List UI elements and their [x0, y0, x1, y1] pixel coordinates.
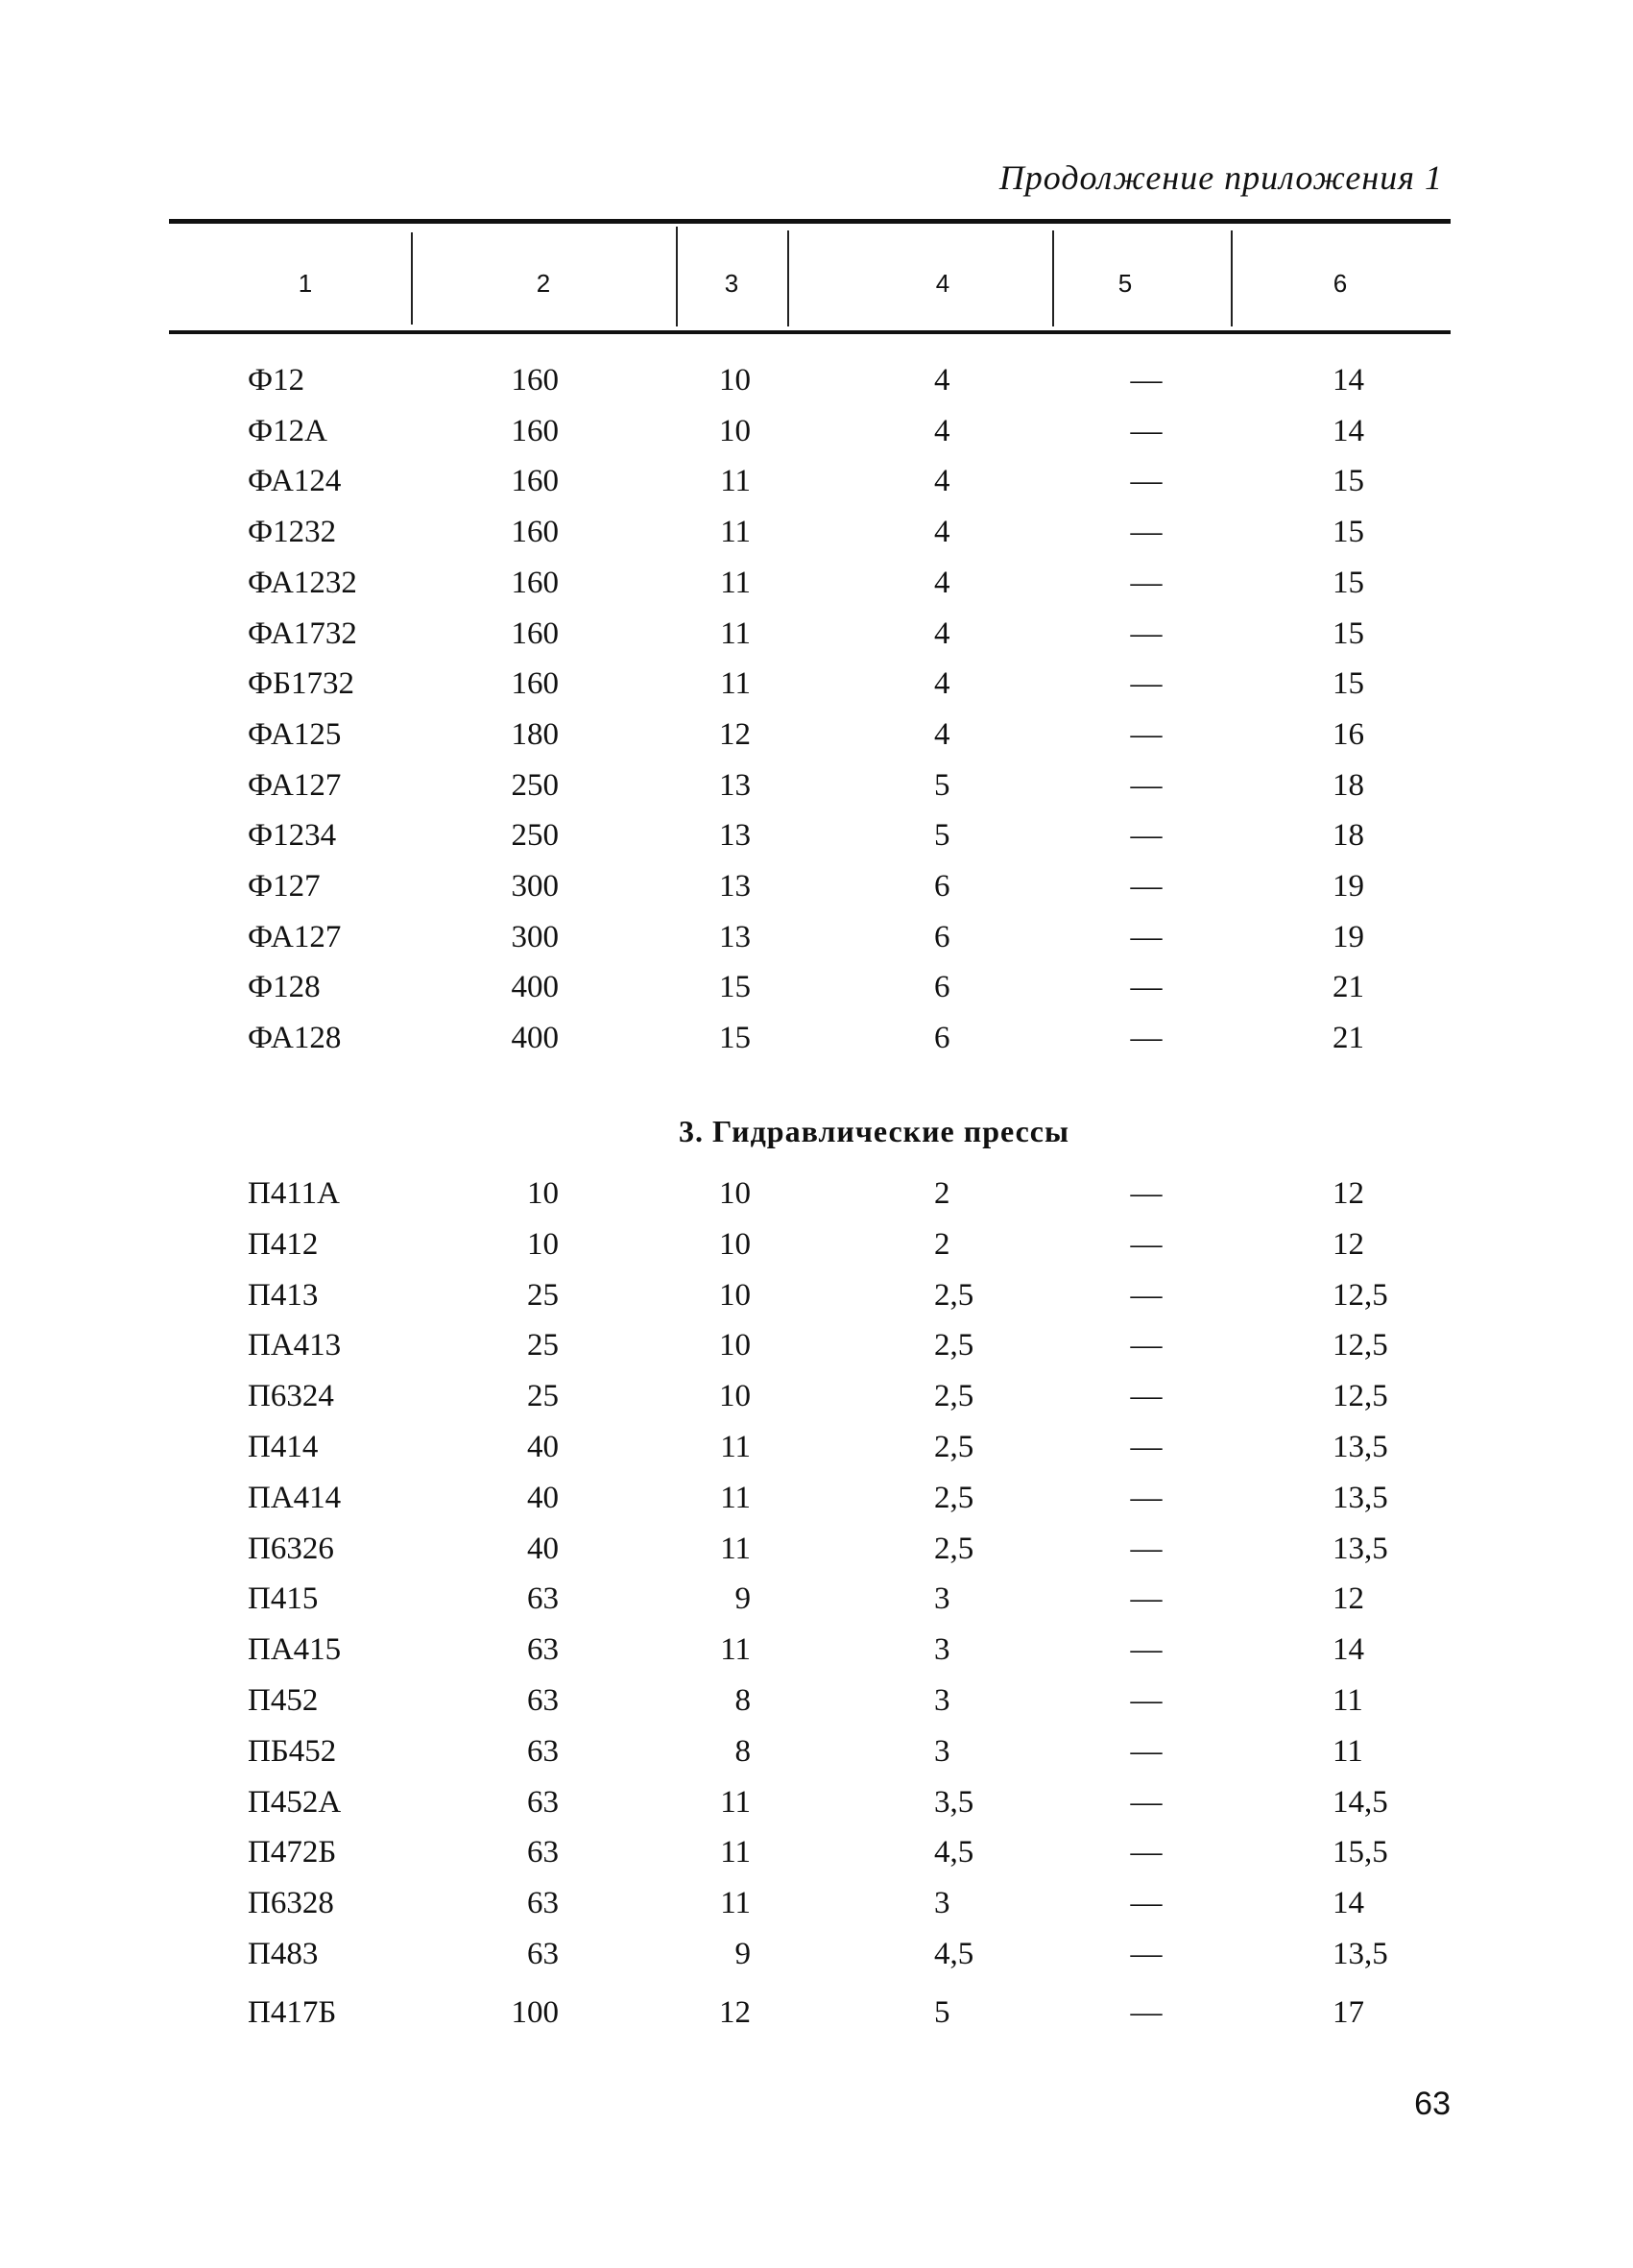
- cell-col-5: —: [1130, 1835, 1163, 1870]
- cell-col-2: 160: [511, 615, 559, 651]
- table-row: [0, 1532, 1633, 1580]
- cell-col-1: П472Б: [248, 1835, 337, 1870]
- cell-col-3: 11: [720, 565, 751, 600]
- table-row: [0, 1481, 1633, 1529]
- cell-col-4: 6: [934, 970, 950, 1005]
- table-row: [0, 1734, 1633, 1782]
- table-row: [0, 1937, 1633, 1985]
- cell-col-3: 11: [720, 1430, 751, 1464]
- cell-col-3: 13: [719, 919, 751, 954]
- cell-col-2: 25: [527, 1379, 559, 1414]
- table-row: [0, 1379, 1633, 1427]
- cell-col-3: 8: [734, 1683, 751, 1718]
- cell-col-1: П452А: [248, 1784, 342, 1820]
- cell-col-1: П417Б: [248, 1994, 337, 2030]
- cell-col-4: 2,5: [934, 1379, 974, 1414]
- cell-col-3: 12: [719, 716, 751, 752]
- cell-col-5: —: [1130, 363, 1163, 398]
- table-row: [0, 1176, 1633, 1224]
- cell-col-2: 180: [511, 716, 559, 752]
- table-header-bottom-rule: [169, 330, 1451, 334]
- cell-col-3: 11: [720, 615, 751, 651]
- cell-col-2: 63: [527, 1835, 559, 1870]
- cell-col-6: 14,5: [1333, 1784, 1388, 1820]
- cell-col-4: 4: [934, 464, 950, 499]
- page-number: 63: [1414, 2086, 1451, 2122]
- column-header-2: 2: [536, 269, 551, 298]
- cell-col-1: ФА1732: [248, 615, 357, 651]
- cell-col-1: Ф12: [248, 363, 305, 398]
- cell-col-3: 8: [734, 1733, 751, 1769]
- table-row: [0, 1886, 1633, 1934]
- cell-col-3: 13: [719, 767, 751, 803]
- cell-col-6: 15: [1333, 515, 1364, 550]
- cell-col-2: 63: [527, 1886, 559, 1921]
- table-row: [0, 1995, 1633, 2043]
- cell-col-4: 2: [934, 1226, 950, 1262]
- cell-col-3: 11: [720, 1784, 751, 1820]
- cell-col-5: —: [1130, 1886, 1163, 1921]
- cell-col-5: —: [1130, 1379, 1163, 1414]
- cell-col-5: —: [1130, 970, 1163, 1005]
- cell-col-1: Ф128: [248, 970, 321, 1005]
- cell-col-5: —: [1130, 1784, 1163, 1820]
- cell-col-6: 12,5: [1333, 1277, 1388, 1313]
- cell-col-5: —: [1130, 1994, 1163, 2030]
- cell-col-2: 25: [527, 1277, 559, 1313]
- cell-col-6: 15: [1333, 565, 1364, 600]
- cell-col-6: 15: [1333, 666, 1364, 702]
- table-row: [0, 1632, 1633, 1680]
- table-row: [0, 818, 1633, 866]
- cell-col-3: 11: [720, 515, 751, 550]
- cell-col-5: —: [1130, 1226, 1163, 1262]
- cell-col-1: ПА414: [248, 1480, 342, 1515]
- cell-col-6: 14: [1333, 1632, 1364, 1668]
- cell-col-5: —: [1130, 1430, 1163, 1464]
- cell-col-1: ПБ452: [248, 1733, 337, 1769]
- table-row: [0, 363, 1633, 411]
- cell-col-2: 300: [511, 919, 559, 954]
- cell-col-6: 11: [1333, 1683, 1363, 1718]
- cell-col-2: 25: [527, 1328, 559, 1363]
- cell-col-4: 3: [934, 1886, 950, 1921]
- cell-col-2: 250: [511, 818, 559, 854]
- cell-col-5: —: [1130, 615, 1163, 651]
- cell-col-2: 10: [527, 1176, 559, 1211]
- cell-col-2: 10: [527, 1226, 559, 1262]
- cell-col-3: 12: [719, 1994, 751, 2030]
- table-row: [0, 414, 1633, 462]
- cell-col-6: 18: [1333, 818, 1364, 854]
- cell-col-6: 13,5: [1333, 1430, 1388, 1464]
- cell-col-5: —: [1130, 1531, 1163, 1566]
- cell-col-1: П6324: [248, 1379, 334, 1414]
- cell-col-6: 19: [1333, 869, 1364, 904]
- cell-col-1: ФА1232: [248, 565, 357, 600]
- cell-col-6: 14: [1333, 1886, 1364, 1921]
- cell-col-4: 5: [934, 818, 950, 854]
- table-row: [0, 1785, 1633, 1833]
- continuation-caption: Продолжение приложения 1: [998, 158, 1443, 197]
- cell-col-2: 63: [527, 1632, 559, 1668]
- cell-col-5: —: [1130, 1683, 1163, 1718]
- cell-col-3: 15: [719, 970, 751, 1005]
- cell-col-3: 10: [719, 1328, 751, 1363]
- column-header-6: 6: [1333, 269, 1348, 298]
- cell-col-6: 18: [1333, 767, 1364, 803]
- cell-col-5: —: [1130, 1176, 1163, 1211]
- cell-col-5: —: [1130, 1277, 1163, 1313]
- cell-col-6: 11: [1333, 1733, 1363, 1769]
- cell-col-6: 14: [1333, 413, 1364, 448]
- cell-col-1: ФА127: [248, 767, 342, 803]
- cell-col-5: —: [1130, 1632, 1163, 1668]
- cell-col-1: П452: [248, 1683, 319, 1718]
- cell-col-4: 4,5: [934, 1937, 974, 1971]
- table-row: [0, 1227, 1633, 1275]
- cell-col-6: 15: [1333, 615, 1364, 651]
- cell-col-1: П412: [248, 1226, 319, 1262]
- cell-col-2: 160: [511, 363, 559, 398]
- cell-col-3: 9: [734, 1581, 751, 1617]
- cell-col-4: 5: [934, 1994, 950, 2030]
- table-row: [0, 1278, 1633, 1326]
- cell-col-4: 4: [934, 615, 950, 651]
- cell-col-6: 13,5: [1333, 1937, 1388, 1971]
- cell-col-4: 4,5: [934, 1835, 974, 1870]
- cell-col-2: 400: [511, 970, 559, 1005]
- cell-col-2: 250: [511, 767, 559, 803]
- column-header-3: 3: [724, 269, 739, 298]
- column-header-1: 1: [298, 269, 313, 298]
- cell-col-4: 3: [934, 1683, 950, 1718]
- cell-col-1: ФА125: [248, 716, 342, 752]
- cell-col-1: П6328: [248, 1886, 334, 1921]
- cell-col-6: 15,5: [1333, 1835, 1388, 1870]
- cell-col-2: 160: [511, 666, 559, 702]
- cell-col-4: 4: [934, 413, 950, 448]
- cell-col-5: —: [1130, 716, 1163, 752]
- table-row: [0, 566, 1633, 614]
- cell-col-5: —: [1130, 666, 1163, 702]
- cell-col-1: П415: [248, 1581, 319, 1617]
- table-row: [0, 768, 1633, 816]
- table-row: [0, 515, 1633, 563]
- table-row: [0, 1835, 1633, 1883]
- cell-col-2: 100: [511, 1994, 559, 2030]
- cell-col-4: 6: [934, 869, 950, 904]
- table-row: [0, 1328, 1633, 1376]
- cell-col-3: 10: [719, 413, 751, 448]
- cell-col-6: 12,5: [1333, 1379, 1388, 1414]
- cell-col-3: 13: [719, 869, 751, 904]
- header-divider: [411, 232, 413, 325]
- cell-col-2: 40: [527, 1430, 559, 1464]
- cell-col-5: —: [1130, 1937, 1163, 1971]
- cell-col-1: П414: [248, 1430, 319, 1464]
- cell-col-3: 13: [719, 818, 751, 854]
- cell-col-6: 17: [1333, 1994, 1364, 2030]
- cell-col-3: 10: [719, 1277, 751, 1313]
- cell-col-2: 40: [527, 1531, 559, 1566]
- cell-col-1: ФА128: [248, 1021, 342, 1056]
- cell-col-1: ФА127: [248, 919, 342, 954]
- cell-col-5: —: [1130, 1733, 1163, 1769]
- cell-col-3: 11: [720, 1480, 751, 1515]
- cell-col-4: 4: [934, 666, 950, 702]
- cell-col-4: 2: [934, 1176, 950, 1211]
- cell-col-5: —: [1130, 767, 1163, 803]
- cell-col-5: —: [1130, 413, 1163, 448]
- cell-col-5: —: [1130, 1021, 1163, 1056]
- cell-col-4: 4: [934, 565, 950, 600]
- header-divider: [787, 230, 789, 326]
- cell-col-3: 9: [734, 1937, 751, 1971]
- table-row: [0, 869, 1633, 917]
- cell-col-6: 21: [1333, 1021, 1364, 1056]
- cell-col-4: 3: [934, 1632, 950, 1668]
- cell-col-3: 10: [719, 363, 751, 398]
- cell-col-6: 14: [1333, 363, 1364, 398]
- cell-col-4: 4: [934, 716, 950, 752]
- cell-col-3: 15: [719, 1021, 751, 1056]
- column-header-5: 5: [1117, 269, 1133, 298]
- table-row: [0, 616, 1633, 664]
- cell-col-4: 2,5: [934, 1328, 974, 1363]
- table-row: [0, 970, 1633, 1018]
- cell-col-5: —: [1130, 1328, 1163, 1363]
- cell-col-6: 19: [1333, 919, 1364, 954]
- cell-col-1: П411А: [248, 1176, 340, 1211]
- table-top-rule: [169, 219, 1451, 224]
- cell-col-3: 11: [720, 1886, 751, 1921]
- cell-col-6: 15: [1333, 464, 1364, 499]
- cell-col-2: 63: [527, 1937, 559, 1971]
- cell-col-1: П483: [248, 1937, 319, 1971]
- header-divider: [676, 227, 678, 326]
- cell-col-5: —: [1130, 919, 1163, 954]
- cell-col-5: —: [1130, 869, 1163, 904]
- cell-col-4: 3: [934, 1581, 950, 1617]
- table-row: [0, 920, 1633, 968]
- table-row: [0, 1683, 1633, 1731]
- cell-col-6: 13,5: [1333, 1531, 1388, 1566]
- header-divider: [1052, 230, 1054, 326]
- cell-col-1: Ф12А: [248, 413, 327, 448]
- cell-col-4: 4: [934, 515, 950, 550]
- cell-col-1: ФБ1732: [248, 666, 355, 702]
- cell-col-2: 400: [511, 1021, 559, 1056]
- cell-col-2: 63: [527, 1784, 559, 1820]
- cell-col-4: 3: [934, 1733, 950, 1769]
- cell-col-2: 160: [511, 464, 559, 499]
- cell-col-1: Ф1232: [248, 515, 337, 550]
- cell-col-2: 160: [511, 515, 559, 550]
- cell-col-4: 4: [934, 363, 950, 398]
- cell-col-2: 63: [527, 1683, 559, 1718]
- cell-col-4: 5: [934, 767, 950, 803]
- cell-col-5: —: [1130, 818, 1163, 854]
- cell-col-4: 2,5: [934, 1531, 974, 1566]
- cell-col-4: 2,5: [934, 1277, 974, 1313]
- table-row: [0, 1430, 1633, 1478]
- cell-col-1: Ф1234: [248, 818, 337, 854]
- cell-col-3: 11: [720, 1531, 751, 1566]
- cell-col-5: —: [1130, 515, 1163, 550]
- cell-col-2: 160: [511, 565, 559, 600]
- cell-col-4: 2,5: [934, 1430, 974, 1464]
- cell-col-4: 6: [934, 919, 950, 954]
- table-row: [0, 1021, 1633, 1069]
- cell-col-5: —: [1130, 565, 1163, 600]
- cell-col-4: 6: [934, 1021, 950, 1056]
- cell-col-5: —: [1130, 1581, 1163, 1617]
- table-row: [0, 666, 1633, 714]
- cell-col-6: 13,5: [1333, 1480, 1388, 1515]
- cell-col-3: 10: [719, 1379, 751, 1414]
- header-divider: [1231, 230, 1233, 326]
- column-header-4: 4: [935, 269, 950, 298]
- cell-col-1: ФА124: [248, 464, 342, 499]
- cell-col-6: 12: [1333, 1581, 1364, 1617]
- cell-col-4: 3,5: [934, 1784, 974, 1820]
- cell-col-2: 300: [511, 869, 559, 904]
- cell-col-2: 63: [527, 1733, 559, 1769]
- cell-col-3: 11: [720, 1632, 751, 1668]
- cell-col-2: 63: [527, 1581, 559, 1617]
- table-row: [0, 464, 1633, 512]
- cell-col-2: 40: [527, 1480, 559, 1515]
- cell-col-6: 12: [1333, 1176, 1364, 1211]
- cell-col-3: 10: [719, 1226, 751, 1262]
- cell-col-1: ПА415: [248, 1632, 342, 1668]
- cell-col-1: ПА413: [248, 1328, 342, 1363]
- cell-col-3: 10: [719, 1176, 751, 1211]
- cell-col-6: 16: [1333, 716, 1364, 752]
- cell-col-6: 12: [1333, 1226, 1364, 1262]
- cell-col-1: Ф127: [248, 869, 321, 904]
- cell-col-1: П6326: [248, 1531, 334, 1566]
- cell-col-5: —: [1130, 464, 1163, 499]
- cell-col-3: 11: [720, 464, 751, 499]
- cell-col-1: П413: [248, 1277, 319, 1313]
- cell-col-2: 160: [511, 413, 559, 448]
- cell-col-3: 11: [720, 666, 751, 702]
- table-row: [0, 1581, 1633, 1629]
- cell-col-6: 21: [1333, 970, 1364, 1005]
- cell-col-5: —: [1130, 1480, 1163, 1515]
- cell-col-6: 12,5: [1333, 1328, 1388, 1363]
- table-row: [0, 717, 1633, 765]
- cell-col-4: 2,5: [934, 1480, 974, 1515]
- section-title: 3. Гидравлические прессы: [679, 1114, 1069, 1148]
- cell-col-3: 11: [720, 1835, 751, 1870]
